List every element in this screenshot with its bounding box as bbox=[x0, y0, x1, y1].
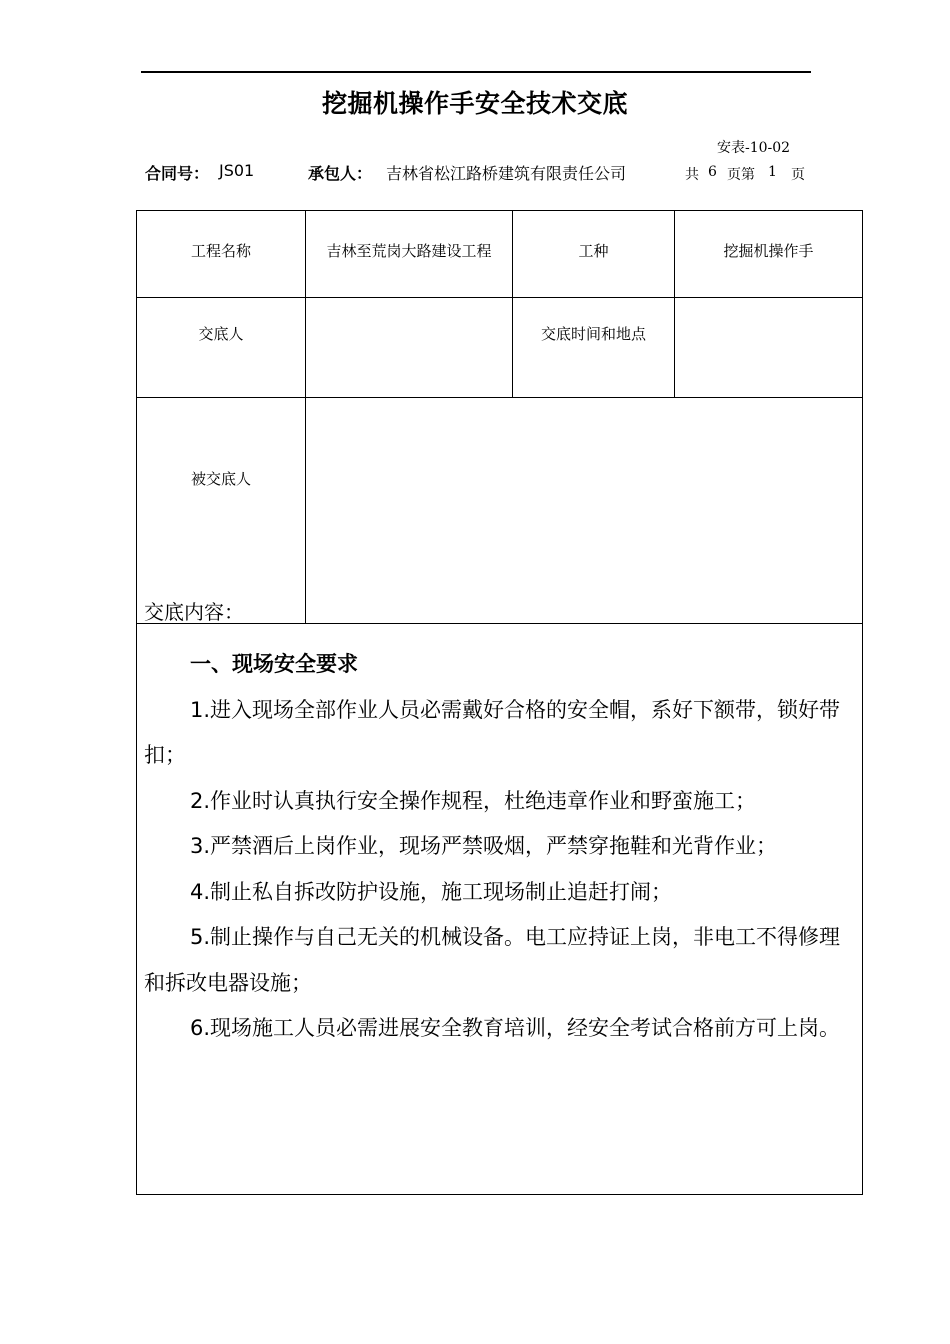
form-code: 安表-10-02 bbox=[717, 140, 791, 156]
table-row-divider bbox=[136, 397, 863, 398]
table-border-left bbox=[136, 210, 137, 1195]
project-name-value: 吉林至荒岗大路建设工程 bbox=[326, 242, 492, 260]
page-middle: 页第 bbox=[727, 167, 755, 183]
table-col-divider bbox=[512, 210, 513, 398]
table-border-top bbox=[136, 210, 863, 211]
page-suffix: 页 bbox=[791, 167, 805, 183]
table-border-right bbox=[862, 210, 863, 1195]
contractor-name: 吉林省松江路桥建筑有限责任公司 bbox=[386, 164, 627, 183]
project-name-label: 工程名称 bbox=[190, 242, 251, 260]
top-rule bbox=[141, 71, 811, 73]
contract-number: JS01 bbox=[219, 161, 255, 180]
table-row-divider bbox=[136, 297, 863, 298]
list-item: 3.严禁酒后上岗作业，现场严禁吸烟，严禁穿拖鞋和光背作业； bbox=[190, 834, 778, 858]
table-row-divider bbox=[136, 623, 863, 624]
page-total: 6 bbox=[708, 164, 717, 180]
list-item: 5.制止操作与自己无关的机械设备。电工应持证上岗，非电工不得修理和拆改电器设施； bbox=[144, 925, 841, 995]
work-type-label: 工种 bbox=[578, 242, 609, 260]
section-heading: 一、现场安全要求 bbox=[190, 652, 358, 676]
list-item: 2.作业时认真执行安全操作规程，杜绝违章作业和野蛮施工； bbox=[190, 788, 757, 813]
list-item: 1.进入现场全部作业人员必需戴好合格的安全帽，系好下额带，锁好带扣； bbox=[144, 697, 841, 767]
info-row bbox=[0, 161, 950, 187]
contract-label: 合同号： bbox=[145, 164, 210, 183]
document-title: 挖掘机操作手安全技术交底 bbox=[321, 89, 628, 118]
page-current: 1 bbox=[768, 164, 777, 180]
recipients-label: 被交底人 bbox=[190, 470, 251, 488]
briefer-label: 交底人 bbox=[198, 325, 244, 343]
table-col-divider bbox=[674, 210, 675, 398]
contractor-label: 承包人： bbox=[308, 164, 373, 183]
list-item: 4.制止私自拆改防护设施，施工现场制止追赶打闹； bbox=[190, 879, 673, 904]
work-type-value: 挖掘机操作手 bbox=[723, 242, 814, 260]
page-total-prefix: 共 bbox=[685, 167, 699, 183]
table-border-bottom bbox=[136, 1194, 863, 1195]
time-place-label: 交底时间和地点 bbox=[540, 325, 646, 343]
list-item: 6.现场施工人员必需进展安全教育培训，经安全考试合格前方可上岗。 bbox=[190, 1016, 841, 1040]
table-col-divider bbox=[305, 210, 306, 624]
content-label: 交底内容： bbox=[144, 600, 244, 624]
briefing-content bbox=[144, 642, 860, 1052]
